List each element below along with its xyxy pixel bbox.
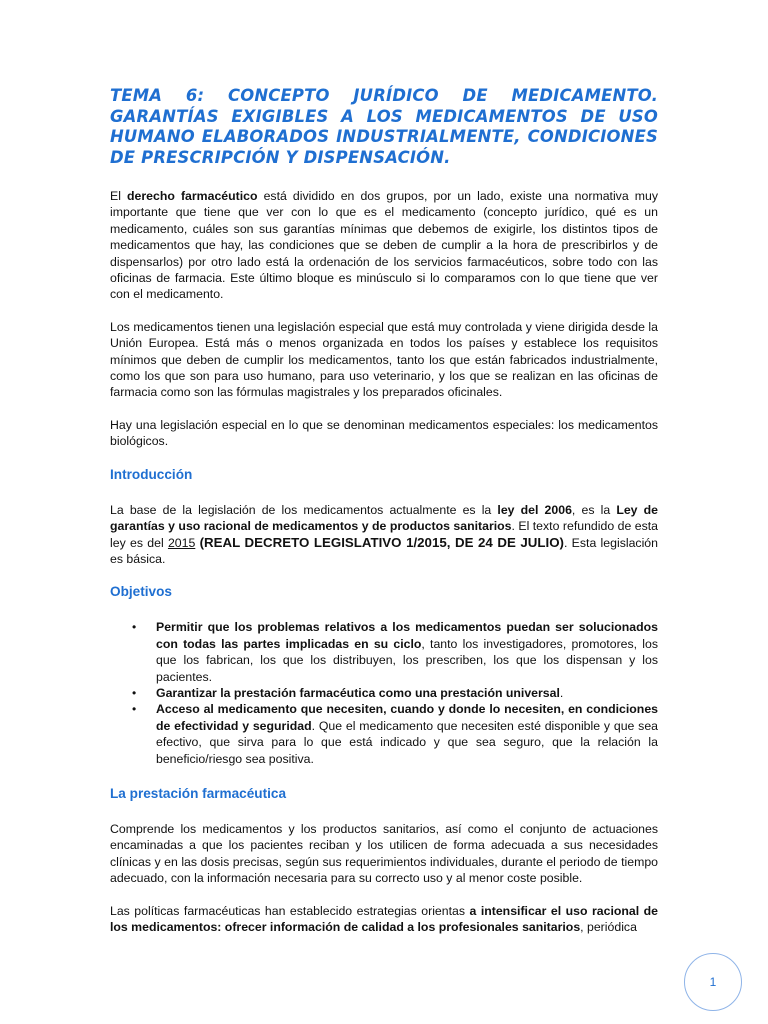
text-run: está dividido en dos grupos, por un lado, existe una normativa muy importante que tiene que ver con lo que es el medicamento (concepto jurídico, qué es un medicamento, cuáles son sus garantías mínimas que debemos de exigirle, los distintos tipos de medicamentos que hay, las condiciones que se deben de cumplir a la hora de prescribirlos y de dispensarlos) por otro lado está la ordenación de los servicios farmacéuticos, sobre todo con las oficinas de farmacia. Este último bloque es minúsculo si lo comparamos con lo que tiene que ver con el medicamento. [110, 189, 658, 302]
paragraph-medicamentos-biologicos: Hay una legislación especial en lo que se denominan medicamentos especiales: los medicamentos biológicos. [110, 417, 658, 449]
bullet-icon: • [132, 685, 137, 700]
text-run: Las políticas farmacéuticas han establecido estrategias orientas [110, 903, 470, 918]
document-page [110, 86, 658, 951]
list-item [110, 685, 658, 701]
bold-term: Ley de garantías y uso racional de medicamentos y de productos sanitarios [110, 502, 658, 534]
paragraph-prestacion: Comprende los medicamentos y los productos sanitarios, así como el conjunto de actuaciones encaminadas a que los pacientes reciban y los utilicen de forma adecuada a sus necesidades clínicas y en las dosis precisas, según sus requerimientos individuales, durante el periodo de tiempo adecuado, con la información necesaria para su correcto uso y al menor coste posible. [110, 821, 658, 886]
underlined-year: 2015 [167, 535, 196, 550]
text-run: . Esta legislación es básica. [110, 535, 658, 566]
bullet-icon: • [132, 702, 137, 717]
bullet-icon: • [132, 620, 137, 635]
text-run: , es la [571, 502, 617, 517]
bold-term: derecho farmacéutico [127, 189, 258, 203]
paragraph-politicas [110, 903, 658, 936]
text-run: , periódica [580, 920, 637, 934]
real-decreto-reference: (REAL DECRETO LEGISLATIVO 1/2015, DE 24 DE JULIO) [199, 534, 564, 550]
heading-introduccion: Introducción [110, 466, 193, 482]
paragraph-introduccion [110, 502, 658, 568]
bold-term: Permitir que los problemas relativos a los medicamentos puedan ser solucionados con todas las partes implicadas en su ciclo [156, 620, 658, 651]
text-run: , tanto los investigadores, promotores, los que los fabrican, los que los distribuyen, los prescriben, los que los dispensan y los pacientes. [156, 636, 658, 684]
page-number: 1 [709, 975, 717, 989]
text-run: . Que el medicamento que necesiten esté disponible y que sea efectivo, que sirva para lo que está indicado y que sea seguro, que la relación la beneficio/riesgo sea positiva. [156, 718, 659, 766]
paragraph-derecho-farmaceutico [110, 188, 658, 303]
list-item [110, 701, 658, 767]
page-title: TEMA 6: CONCEPTO JURÍDICO DE MEDICAMENTO. GARANTÍAS EXIGIBLES A LOS MEDICAMENTOS DE USO HUMANO ELABORADOS INDUSTRIALMENTE, CONDICIONES DE PRESCRIPCIÓN Y DISPENSACIÓN. [110, 86, 658, 167]
list-item [110, 619, 658, 685]
text-run: La base de la legislación de los medicamentos actualmente es la [110, 502, 498, 517]
bold-term: Acceso al medicamento que necesiten, cuando y donde lo necesiten, en condiciones de efectividad y seguridad [156, 702, 658, 733]
bold-term: ley del 2006 [497, 502, 572, 517]
page-number-badge [684, 953, 742, 1011]
heading-prestacion-farmaceutica: La prestación farmacéutica [110, 785, 287, 801]
paragraph-legislacion-especial: Los medicamentos tienen una legislación especial que está muy controlada y viene dirigida desde la Unión Europea. Está más o menos organizada en todos los países y establece los requisitos mínimos que deben de cumplir los medicamentos, tanto los que están fabricados industrialmente, como los que son para uso humano, para uso veterinario, y los que se realizan en las oficinas de farmacia como son las fórmulas magistrales y los preparados oficinales. [110, 319, 658, 400]
text-run: El [110, 189, 128, 203]
bold-term: Garantizar la prestación farmacéutica como una prestación universal [156, 685, 560, 700]
heading-objetivos: Objetivos [110, 584, 172, 600]
text-run: . El texto refundido de esta ley es del [110, 519, 658, 550]
text-run: . [559, 685, 564, 700]
bold-term: a intensificar el uso racional de los medicamentos: ofrecer información de calidad a los profesionales sanitarios [110, 903, 658, 934]
objetivos-list [110, 619, 658, 767]
